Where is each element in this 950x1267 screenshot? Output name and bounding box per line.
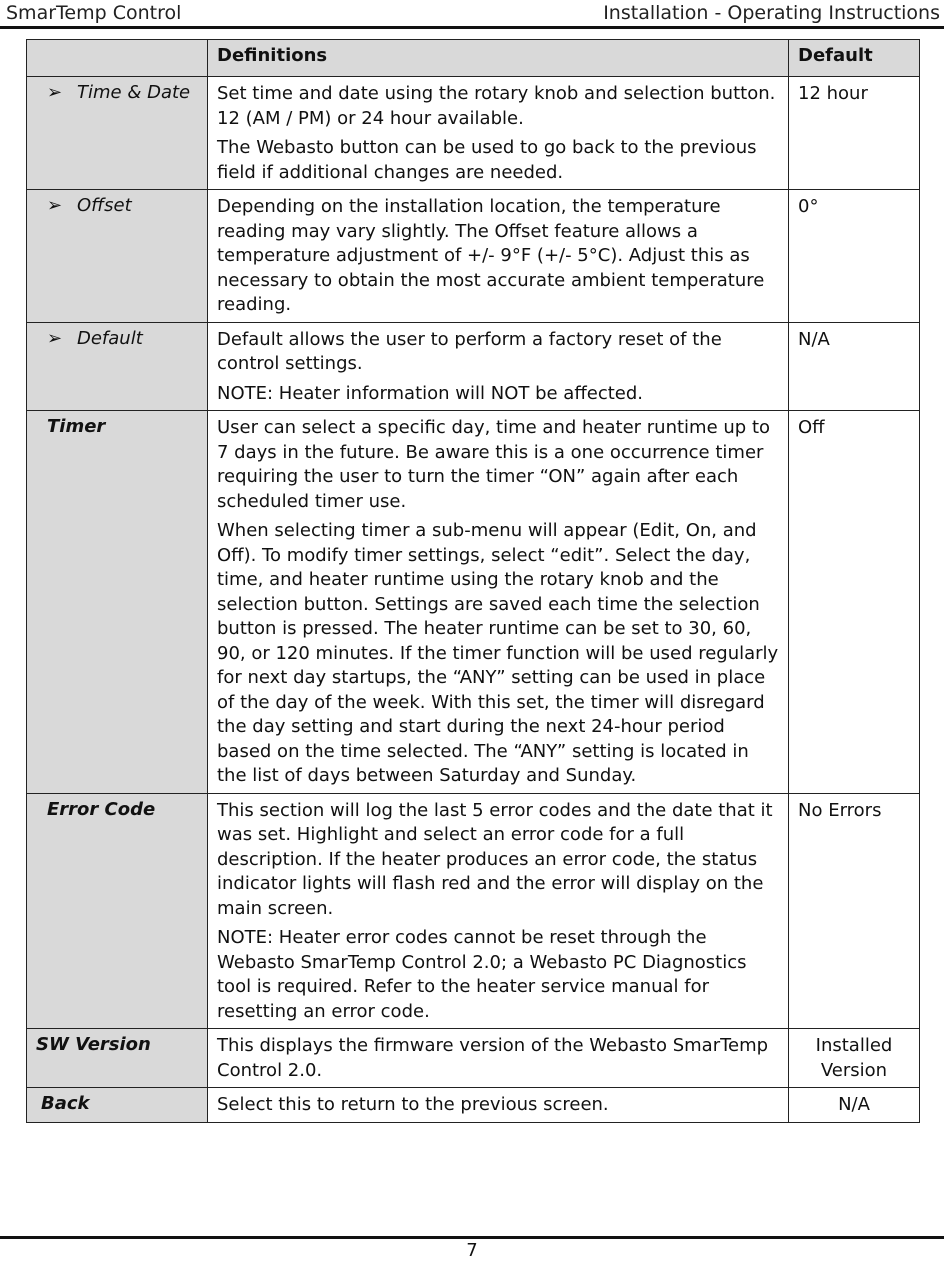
page-number: 7 xyxy=(466,1240,478,1261)
table-row xyxy=(27,1029,920,1088)
arrow-bullet-icon: ➢ xyxy=(47,327,63,349)
settings-definitions-table xyxy=(26,39,920,1123)
default-value: Installed Version xyxy=(789,1029,920,1088)
row-label: Default xyxy=(77,327,143,349)
row-label-cell xyxy=(27,77,208,190)
document-header-section: Installation - Operating Instructions xyxy=(603,2,940,24)
definition-paragraph: User can select a specific day, time and heater runtime up to 7 days in the future. Be aware this is a one occurrence timer requiring the user to turn the timer “ON” again after each scheduled timer use. xyxy=(217,417,771,512)
table-row xyxy=(27,1088,920,1123)
definition-paragraph: This displays the firmware version of the Webasto SmarTemp Control 2.0. xyxy=(217,1035,769,1081)
column-header-default: Default xyxy=(789,40,920,77)
table-header-row xyxy=(27,40,920,77)
definition-cell xyxy=(208,1088,789,1123)
default-value: 12 hour xyxy=(789,77,920,190)
default-value: 0° xyxy=(789,190,920,323)
header-divider xyxy=(0,26,944,29)
definition-cell xyxy=(208,411,789,794)
definition-cell xyxy=(208,77,789,190)
row-label: Time & Date xyxy=(77,82,191,103)
table-row xyxy=(27,190,920,323)
definition-paragraph: The Webasto button can be used to go back to the previous field if additional changes are needed. xyxy=(217,137,757,183)
table-row xyxy=(27,77,920,190)
definition-paragraph: Set time and date using the rotary knob and selection button. 12 (AM / PM) or 24 hour available. xyxy=(217,83,776,129)
row-label: Offset xyxy=(77,195,132,216)
row-label: SW Version xyxy=(27,1029,208,1088)
definition-cell xyxy=(208,322,789,411)
arrow-bullet-icon: ➢ xyxy=(47,195,63,216)
arrow-bullet-icon: ➢ xyxy=(47,82,63,103)
definition-paragraph: When selecting timer a sub-menu will appear (Edit, On, and Off). To modify timer settings, select “edit”. Select the day, time, and heater runtime using the rotary knob and the selection button. Settings are saved each time the selection button is pressed. The heater runtime can be set to 30, 60, 90, or 120 minutes. If the timer function will be used regularly for next day startups, the “ANY” setting can be used in place of the day of the week. With this set, the timer will disregard the day setting and start during the next 24-hour period based on the time selected. The “ANY” setting is located in the list of days between Saturday and Sunday. xyxy=(217,520,779,786)
definition-paragraph: Depending on the installation location, the temperature reading may vary slightly. The Offset feature allows a temperature adjustment of +/- 9°F (+/- 5°C). Adjust this as necessary to obtain the most accurate ambient temperature reading. xyxy=(217,196,765,315)
definition-paragraph: Select this to return to the previous screen. xyxy=(217,1094,609,1115)
definition-cell xyxy=(208,190,789,323)
row-label-cell xyxy=(27,322,208,411)
default-value: No Errors xyxy=(789,793,920,1029)
row-label-cell xyxy=(27,190,208,323)
table-row xyxy=(27,322,920,411)
table-row xyxy=(27,411,920,794)
definition-paragraph: Default allows the user to perform a factory reset of the control settings. xyxy=(217,328,722,374)
column-header-label xyxy=(27,40,208,77)
column-header-definitions: Definitions xyxy=(208,40,789,77)
row-label: Error Code xyxy=(27,793,208,1029)
default-value: Off xyxy=(789,411,920,794)
definition-paragraph: This section will log the last 5 error codes and the date that it was set. Highlight and select an error code for a full description. If the heater produces an error code, the status indicator lights will flash red and the error will display on the main screen. xyxy=(217,799,773,919)
document-header-title: SmarTemp Control xyxy=(6,2,182,24)
definition-paragraph: NOTE: Heater error codes cannot be reset through the Webasto SmarTemp Control 2.0; a Webasto PC Diagnostics tool is required. Refer to the heater service manual for resetting an error code. xyxy=(217,927,747,1022)
definition-cell xyxy=(208,1029,789,1088)
definition-cell xyxy=(208,793,789,1029)
default-value: N/A xyxy=(789,1088,920,1123)
table-row xyxy=(27,793,920,1029)
footer-divider xyxy=(0,1236,944,1239)
row-label: Timer xyxy=(27,411,208,794)
definition-paragraph: NOTE: Heater information will NOT be affected. xyxy=(217,382,643,404)
default-value: N/A xyxy=(789,322,920,411)
row-label: Back xyxy=(27,1088,208,1123)
